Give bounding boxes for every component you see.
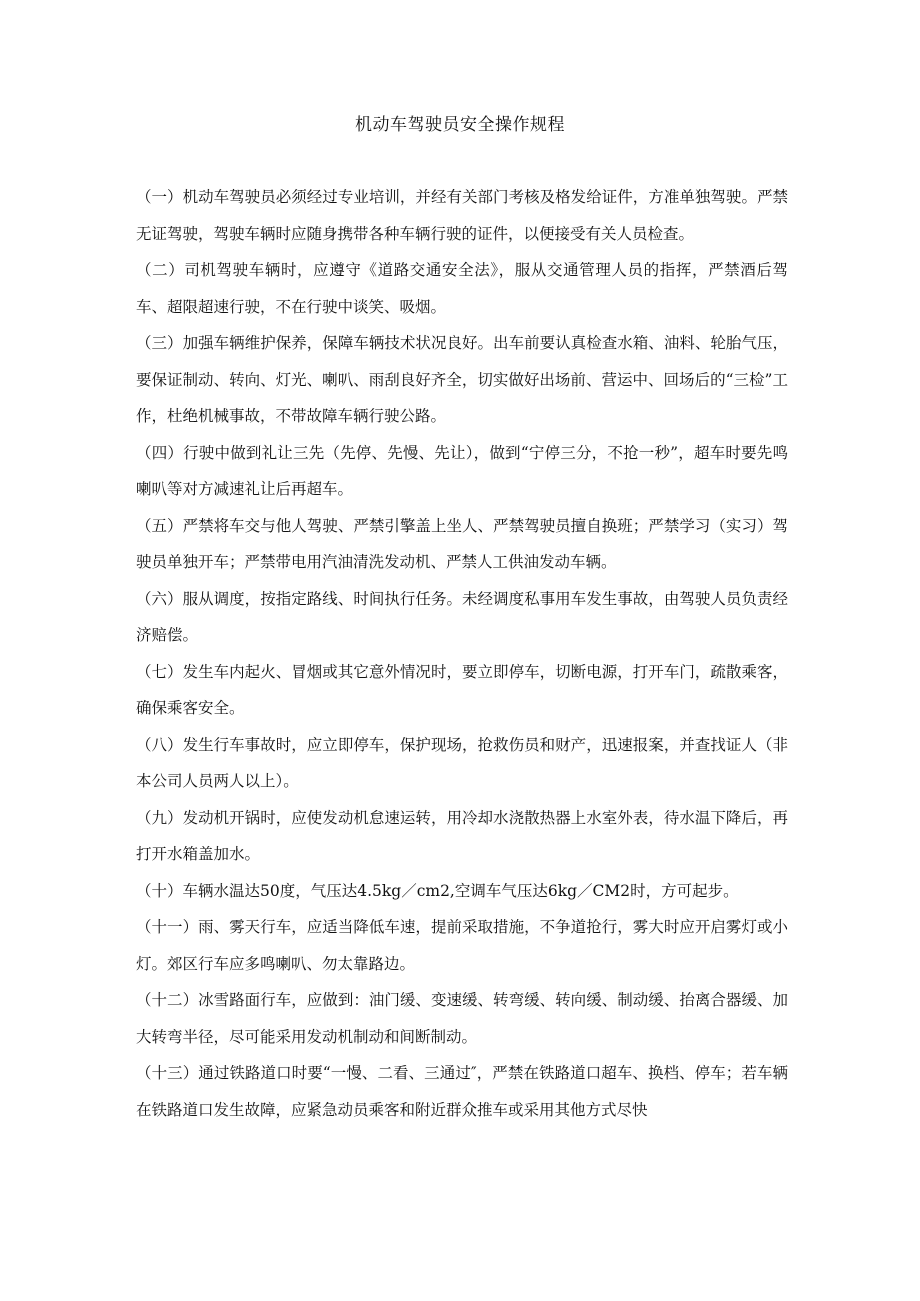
regulation-item-7: （七）发生车内起火、冒烟或其它意外情况时，要立即停车，切断电源，打开车门，疏散乘客，确保乘客安全。	[136, 662, 788, 717]
regulation-item-1: （一）机动车驾驶员必须经过专业培训，并经有关部门考核及格发给证件，方准单独驾驶。严禁无证驾驶，驾驶车辆时应随身携带各种车辆行驶的证件，以便接受有关人员检查。	[136, 188, 788, 243]
regulation-item-2: （二）司机驾驶车辆时，应遵守《道路交通安全法》，服从交通管理人员的指挥，严禁酒后驾车、超限超速行驶，不在行驶中谈笑、吸烟。	[136, 261, 788, 316]
regulation-item-10: （十）车辆水温达50度，气压达4.5kg／cm2,空调车气压达6kg／CM2时，方可起步。	[136, 881, 739, 900]
regulation-item-11: （十一）雨、雾天行车，应适当降低车速，提前采取措施，不争道抢行，雾大时应开启雾灯或小灯。郊区行车应多鸣喇叭、勿太靠路边。	[136, 918, 788, 973]
regulation-item-3: （三）加强车辆维护保养，保障车辆技术状况良好。出车前要认真检查水箱、油料、轮胎气压，要保证制动、转向、灯光、喇叭、雨刮良好齐全，切实做好出场前、营运中、回场后的“三检”工作，杜绝机械事故，不带故障车辆行驶公路。	[136, 334, 788, 425]
regulation-item-6: （六）服从调度，按指定路线、时间执行任务。未经调度私事用车发生事故，由驾驶人员负责经济赔偿。	[136, 589, 788, 644]
regulation-item-13: （十三）通过铁路道口时要“一慢、二看、三通过″，严禁在铁路道口超车、换档、停车；若车辆在铁路道口发生故障，应紧急动员乘客和附近群众推车或采用其他方式尽快	[136, 1064, 788, 1119]
document-body	[136, 179, 788, 1128]
regulation-item-4: （四）行驶中做到礼让三先（先停、先慢、先让），做到“宁停三分，不抢一秒”，超车时要先鸣喇叭等对方减速礼让后再超车。	[136, 443, 788, 498]
document-title: 机动车驾驶员安全操作规程	[355, 115, 565, 135]
regulation-item-12: （十二）冰雪路面行车，应做到：油门缓、变速缓、转弯缓、转向缓、制动缓、抬离合器缓、加大转弯半径，尽可能采用发动机制动和间断制动。	[136, 991, 788, 1046]
regulation-item-9: （九）发动机开锅时，应使发动机怠速运转，用冷却水浇散热器上水室外表，待水温下降后，再打开水箱盖加水。	[136, 808, 788, 863]
regulation-item-8: （八）发生行车事故时，应立即停车，保护现场，抢救伤员和财产，迅速报案，并查找证人（非本公司人员两人以上）。	[136, 735, 788, 790]
regulation-item-5: （五）严禁将车交与他人驾驶、严禁引擎盖上坐人、严禁驾驶员擅自换班；严禁学习（实习）驾驶员单独开车；严禁带电用汽油清洗发动机、严禁人工供油发动车辆。	[136, 516, 788, 571]
